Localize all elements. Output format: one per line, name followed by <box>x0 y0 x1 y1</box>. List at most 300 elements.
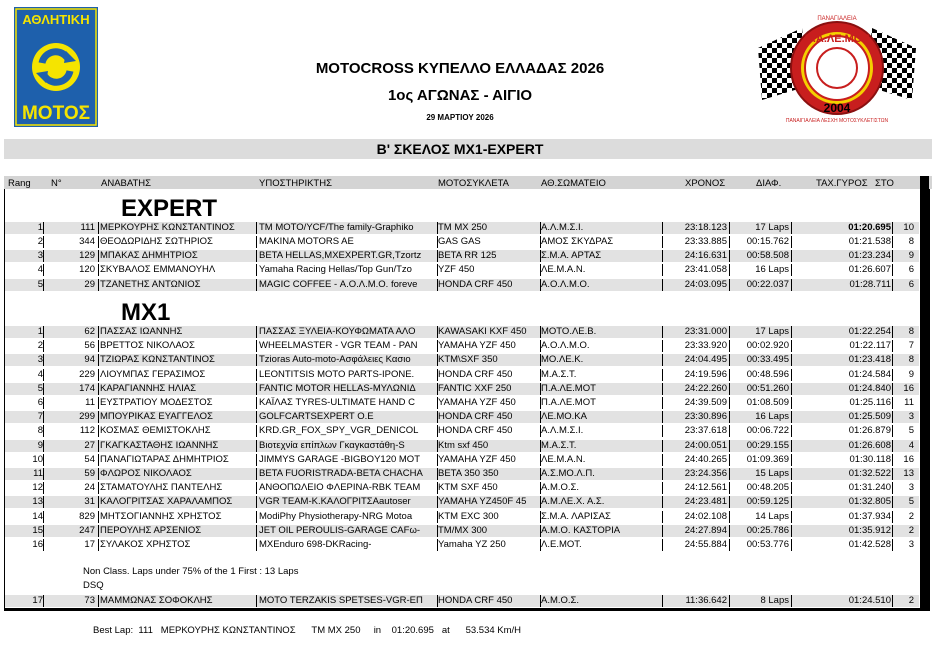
cell-divider <box>437 468 438 480</box>
cell-divider <box>437 454 438 466</box>
cell-club: Α.Μ.Ο.Σ. <box>541 482 580 494</box>
cell-divider <box>43 496 44 508</box>
cell-no: 62 <box>84 326 95 337</box>
cell-divider <box>540 496 541 508</box>
cell-divider <box>437 539 438 551</box>
cell-best: 01:31.240 <box>848 482 891 494</box>
cell-divider <box>892 397 893 409</box>
cell-divider <box>729 454 730 466</box>
cell-divider <box>98 496 99 508</box>
cell-divider <box>98 236 99 248</box>
cell-sponsor: BETA FUORISTRADA-BETA CHACHA <box>259 468 423 479</box>
cell-divider <box>892 454 893 466</box>
cell-time: 24:40.265 <box>684 453 727 465</box>
cell-divider <box>256 454 257 466</box>
cell-rank: 13 <box>32 496 43 508</box>
cell-divider <box>662 440 663 452</box>
cell-divider <box>662 250 663 262</box>
cell-divider <box>256 595 257 607</box>
cell-sponsor: ΑΝΘΟΠΩΛΕΙΟ ΦΛΕΡΙΝΑ-RBK TEAM <box>259 482 421 494</box>
cell-moto: Ktm sxf 450 <box>438 439 489 451</box>
cell-divider <box>437 222 438 234</box>
cell-divider <box>791 425 792 437</box>
table-row <box>5 279 919 291</box>
cell-no: 17 <box>84 539 95 550</box>
cell-moto: KTM EXC 300 <box>438 510 499 522</box>
cell-diff: 00:15.762 <box>746 236 789 247</box>
cell-diff: 00:48.596 <box>746 368 789 380</box>
cell-divider <box>98 595 99 607</box>
col-sponsor: ΥΠΟΣΤΗΡΙΚΤΗΣ <box>259 178 332 189</box>
cell-divider <box>892 496 893 508</box>
cell-divider <box>729 525 730 537</box>
table-row <box>5 595 919 607</box>
cell-divider <box>892 369 893 381</box>
cell-divider <box>256 440 257 452</box>
cell-divider <box>98 425 99 437</box>
cell-divider <box>662 482 663 494</box>
cell-divider <box>43 425 44 437</box>
cell-divider <box>43 326 44 338</box>
cell-best: 01:28.711 <box>849 279 891 290</box>
cell-time: 23:24.356 <box>684 468 727 479</box>
table-row <box>5 539 919 551</box>
cell-no: 344 <box>79 236 95 247</box>
cell-divider <box>98 468 99 480</box>
cell-divider <box>540 340 541 352</box>
cell-divider <box>540 411 541 423</box>
cell-club: Λ.Ε.ΜΟΤ. <box>541 539 582 550</box>
cell-club: ΛΕ.Μ.Α.Ν. <box>541 264 586 275</box>
cell-moto: YAMAHA YZF 450 <box>438 340 516 352</box>
cell-divider <box>43 539 44 551</box>
cell-divider <box>892 340 893 352</box>
cell-divider <box>256 250 257 262</box>
cell-sponsor: MOTO TERZAKIS SPETSES-VGR-ΕΠ <box>259 595 423 606</box>
cell-divider <box>437 496 438 508</box>
cell-divider <box>791 411 792 423</box>
cell-rank: 4 <box>37 368 43 380</box>
cell-sponsor: Βιοτεχνία επίπλων Γκαγκαστάθη-S <box>259 439 405 451</box>
cell-divider <box>437 369 438 381</box>
cell-lap: 9 <box>908 368 914 380</box>
table-row <box>5 222 919 234</box>
cell-best: 01:22.117 <box>849 340 891 352</box>
cell-club: ΜΟ.ΛΕ.Κ. <box>541 354 584 366</box>
cell-best: 01:37.934 <box>848 510 891 522</box>
cell-time: 11:36.642 <box>685 595 727 606</box>
cell-rider: ΘΕΟΔΩΡΙΔΗΣ ΣΩΤΗΡΙΟΣ <box>100 236 213 247</box>
col-club: ΑΘ.ΣΩΜΑΤΕΙΟ <box>541 178 606 189</box>
cell-rank: 7 <box>37 411 43 423</box>
cell-no: 29 <box>84 279 95 290</box>
cell-divider <box>540 511 541 523</box>
cell-divider <box>791 340 792 352</box>
cell-rank: 10 <box>32 453 43 465</box>
cell-divider <box>256 222 257 234</box>
cell-diff: 17 Laps <box>755 326 789 337</box>
cell-sponsor: Tzioras Auto-moto-Ασφάλειες Κασιο <box>259 354 411 366</box>
cell-best: 01:25.509 <box>848 411 891 423</box>
cell-best: 01:32.805 <box>848 496 891 508</box>
cell-divider <box>540 250 541 262</box>
cell-rider: ΣΤΑΜΑΤΟΥΛΗΣ ΠΑΝΤΕΛΗΣ <box>100 482 223 494</box>
cell-divider <box>791 468 792 480</box>
cell-divider <box>662 397 663 409</box>
cell-divider <box>437 525 438 537</box>
cell-sponsor: ΚΑΪΛΑΣ TYRES-ULTIMATE HAND C <box>259 397 415 408</box>
cell-club: ΜΟΤΟ.ΛΕ.Β. <box>541 326 597 337</box>
cell-rider: ΤΖΙΩΡΑΣ ΚΩΝΣΤΑΝΤΙΝΟΣ <box>100 354 215 366</box>
cell-moto: HONDA CRF 450 <box>438 279 513 290</box>
cell-time: 24:23.481 <box>684 496 727 508</box>
section-title-mx1: MX1 <box>121 299 171 326</box>
cell-divider <box>437 397 438 409</box>
cell-divider <box>662 425 663 437</box>
cell-divider <box>892 354 893 366</box>
cell-divider <box>791 369 792 381</box>
cell-best: 01:24.840 <box>848 382 891 394</box>
cell-club: ΛΕ.ΜΟ.ΚΑ <box>541 411 587 423</box>
cell-lap: 9 <box>908 250 914 261</box>
cell-divider <box>256 411 257 423</box>
cell-lap: 2 <box>908 510 914 522</box>
cell-diff: 15 Laps <box>755 468 789 479</box>
logo-right-year: 2004 <box>823 101 851 115</box>
cell-diff: 00:48.205 <box>746 482 789 494</box>
cell-diff: 17 Laps <box>755 222 789 233</box>
cell-rank: 3 <box>37 250 43 261</box>
cell-divider <box>437 411 438 423</box>
cell-divider <box>662 525 663 537</box>
cell-sponsor: WHEELMASTER - VGR TEAM - PAN <box>259 340 418 352</box>
cell-rider: ΚΑΛΟΓΡΙΤΣΑΣ ΧΑΡΑΛΑΜΠΟΣ <box>100 496 233 508</box>
logo-right-center-text: Π.Α.ΛΕ.ΜΟΤ <box>804 33 870 45</box>
cell-divider <box>791 539 792 551</box>
cell-divider <box>892 425 893 437</box>
cell-no: 120 <box>79 264 95 275</box>
cell-divider <box>729 411 730 423</box>
cell-club: ΛΕ.Μ.Α.Ν. <box>541 453 586 465</box>
table-row <box>5 440 919 452</box>
cell-divider <box>98 454 99 466</box>
table-row <box>5 250 919 262</box>
cell-divider <box>43 468 44 480</box>
cell-sponsor: TM MOTO/YCF/The family-Graphiko <box>259 222 414 233</box>
cell-no: 111 <box>80 222 95 233</box>
cell-divider <box>43 222 44 234</box>
cell-rider: ΕΥΣΤΡΑΤΙΟΥ ΜΟΔΕΣΤΟΣ <box>100 397 213 408</box>
cell-rider: ΜΑΜΜΩΝΑΣ ΣΟΦΟΚΛΗΣ <box>100 595 213 606</box>
cell-club: Π.Α.ΛΕ.ΜΟΤ <box>541 397 596 408</box>
cell-divider <box>729 440 730 452</box>
cell-divider <box>540 425 541 437</box>
cell-divider <box>43 250 44 262</box>
cell-divider <box>437 354 438 366</box>
cell-moto: YAMAHA YZ450F 45 <box>438 496 527 508</box>
cell-divider <box>98 222 99 234</box>
cell-divider <box>791 222 792 234</box>
cell-moto: TM/MX 300 <box>438 524 488 536</box>
cell-lap: 2 <box>908 595 914 606</box>
cell-sponsor: MXEnduro 698-DKRacing- <box>259 539 372 550</box>
cell-time: 24:39.509 <box>684 397 727 408</box>
cell-divider <box>98 383 99 395</box>
table-row <box>5 425 919 437</box>
cell-sponsor: VGR TEAM-Κ.ΚΑΛΟΓΡΙΤΣΑautoser <box>259 496 411 508</box>
cell-divider <box>256 468 257 480</box>
cell-divider <box>43 397 44 409</box>
cell-divider <box>892 539 893 551</box>
results-frame-bottom-edge <box>4 608 930 611</box>
cell-rank: 6 <box>37 397 43 408</box>
cell-divider <box>729 468 730 480</box>
cell-divider <box>98 511 99 523</box>
cell-best: 01:26.879 <box>848 425 891 437</box>
cell-divider <box>892 326 893 338</box>
cell-moto: HONDA CRF 450 <box>438 368 513 380</box>
cell-best: 01:26.607 <box>848 264 891 275</box>
cell-club: Α.Λ.Μ.Σ.Ι. <box>541 222 584 233</box>
cell-divider <box>256 264 257 276</box>
table-row <box>5 264 919 276</box>
col-number: N° <box>51 178 62 189</box>
cell-moto: YAMAHA YZF 450 <box>438 453 516 465</box>
cell-club: Π.Α.ΛΕ.ΜΟΤ <box>541 382 596 394</box>
cell-diff: 01:09.369 <box>746 453 789 465</box>
cell-lap: 8 <box>908 326 914 337</box>
cell-rank: 16 <box>32 539 43 550</box>
cell-diff: 00:22.037 <box>746 279 789 290</box>
cell-best: 01:20.695 <box>848 222 891 233</box>
cell-divider <box>662 595 663 607</box>
cell-club: Α.Ο.Λ.Μ.Ο. <box>541 340 590 352</box>
cell-divider <box>540 539 541 551</box>
cell-divider <box>256 326 257 338</box>
cell-moto: KTM\SXF 350 <box>438 354 498 366</box>
cell-club: Α.Μ.Ο. ΚΑΣΤΟΡΙΑ <box>541 524 621 536</box>
cell-divider <box>892 250 893 262</box>
cell-lap: 4 <box>908 439 914 451</box>
table-row <box>5 411 919 423</box>
cell-no: 229 <box>79 368 95 380</box>
cell-lap: 16 <box>903 453 914 465</box>
cell-time: 23:30.896 <box>684 411 727 423</box>
cell-sponsor: KRD.GR_FOX_SPY_VGR_DENICOL <box>259 425 419 437</box>
cell-divider <box>729 425 730 437</box>
cell-club: Α.Ο.Λ.Μ.Ο. <box>541 279 590 290</box>
cell-divider <box>43 279 44 291</box>
cell-diff: 00:25.786 <box>746 524 789 536</box>
cell-divider <box>98 482 99 494</box>
cell-rider: ΓΚΑΓΚΑΣΤΑΘΗΣ ΙΩΑΝΝΗΣ <box>100 439 219 451</box>
table-row <box>5 468 919 480</box>
cell-divider <box>437 482 438 494</box>
cell-divider <box>43 440 44 452</box>
cell-no: 129 <box>79 250 95 261</box>
cell-divider <box>662 222 663 234</box>
cell-divider <box>892 482 893 494</box>
cell-rank: 1 <box>37 222 43 233</box>
cell-diff: 16 Laps <box>755 264 789 275</box>
cell-rider: ΠΑΝΑΓΙΩΤΑΡΑΣ ΔΗΜΗΤΡΙΟΣ <box>100 453 229 465</box>
table-row <box>5 326 919 338</box>
cell-divider <box>43 482 44 494</box>
cell-divider <box>43 264 44 276</box>
cell-divider <box>662 340 663 352</box>
cell-divider <box>43 236 44 248</box>
cell-moto: Yamaha YZ 250 <box>438 539 506 550</box>
table-row <box>5 383 919 395</box>
cell-rank: 5 <box>37 279 43 290</box>
cell-moto: BETA 350 350 <box>438 468 499 479</box>
col-rank: Rang <box>8 178 31 189</box>
cell-diff: 00:51.260 <box>746 382 789 394</box>
cell-divider <box>437 236 438 248</box>
cell-rank: 5 <box>37 382 43 394</box>
cell-divider <box>437 511 438 523</box>
cell-sponsor: MAKINA MOTORS AE <box>259 236 354 247</box>
cell-rank: 11 <box>33 468 43 479</box>
cell-divider <box>729 264 730 276</box>
cell-no: 112 <box>79 425 95 437</box>
cell-sponsor: Yamaha Racing Hellas/Top Gun/Tzo <box>259 264 412 275</box>
cell-divider <box>729 250 730 262</box>
cell-divider <box>437 250 438 262</box>
cell-divider <box>437 326 438 338</box>
cell-diff: 00:06.722 <box>746 425 789 437</box>
cell-divider <box>98 539 99 551</box>
cell-lap: 3 <box>908 411 914 423</box>
cell-divider <box>662 326 663 338</box>
cell-divider <box>662 279 663 291</box>
cell-divider <box>892 511 893 523</box>
cell-divider <box>437 383 438 395</box>
cell-moto: TM MX 250 <box>438 222 488 233</box>
cell-diff: 00:53.776 <box>746 539 789 550</box>
table-row <box>5 236 919 248</box>
cell-divider <box>791 397 792 409</box>
cell-diff: 00:58.508 <box>746 250 789 261</box>
cell-divider <box>662 411 663 423</box>
cell-divider <box>662 383 663 395</box>
cell-divider <box>43 411 44 423</box>
cell-divider <box>256 425 257 437</box>
cell-best: 01:22.254 <box>848 326 891 337</box>
cell-moto: KAWASAKI KXF 450 <box>438 326 527 337</box>
cell-divider <box>43 354 44 366</box>
cell-best: 01:24.584 <box>848 368 891 380</box>
cell-club: Μ.Α.Σ.Τ. <box>541 368 577 380</box>
cell-rank: 15 <box>32 524 43 536</box>
cell-time: 24:55.884 <box>684 539 727 550</box>
cell-divider <box>98 397 99 409</box>
cell-lap: 5 <box>908 496 914 508</box>
cell-rider: ΣΚΥΒΑΛΟΣ ΕΜΜΑΝΟΥΗΛ <box>100 264 216 275</box>
col-diff: ΔΙΑΦ. <box>756 178 782 189</box>
cell-divider <box>43 369 44 381</box>
cell-divider <box>256 340 257 352</box>
table-row <box>5 496 919 508</box>
cell-divider <box>791 383 792 395</box>
cell-rank: 17 <box>32 595 43 606</box>
cell-divider <box>256 279 257 291</box>
cell-divider <box>662 354 663 366</box>
cell-divider <box>43 454 44 466</box>
cell-divider <box>43 525 44 537</box>
cell-lap: 8 <box>908 236 914 247</box>
cell-rider: ΠΑΣΣΑΣ ΙΩΑΝΝΗΣ <box>100 326 183 337</box>
table-row <box>5 525 919 537</box>
event-date: 29 ΜΑΡΤΙΟΥ 2026 <box>426 113 494 122</box>
cell-lap: 7 <box>908 340 914 352</box>
cell-divider <box>791 326 792 338</box>
cell-divider <box>437 340 438 352</box>
cell-divider <box>729 496 730 508</box>
table-row <box>5 454 919 466</box>
cell-no: 56 <box>84 340 95 352</box>
best-lap-summary: Best Lap: 111 ΜΕΡΚΟΥΡΗΣ ΚΩΝΣΤΑΝΤΙΝΟΣ TM MX 250 in 01:20.695 at 53.534 Km/H <box>93 625 522 636</box>
cell-lap: 6 <box>908 264 914 275</box>
logo-right-top-text: ΠΑΝΑΓΙΑΛΕΙΑ <box>817 16 857 22</box>
cell-divider <box>662 369 663 381</box>
cell-sponsor: LEONTITSIS MOTO PARTS-IPONE. <box>259 368 415 380</box>
cell-divider <box>540 440 541 452</box>
cell-divider <box>791 236 792 248</box>
cell-rank: 9 <box>37 439 43 451</box>
cell-divider <box>540 468 541 480</box>
cell-divider <box>729 340 730 352</box>
section-title-expert: EXPERT <box>121 195 218 222</box>
cell-moto: HONDA CRF 450 <box>438 411 513 423</box>
cell-divider <box>791 595 792 607</box>
event-title: MOTOCROSS ΚΥΠΕΛΛΟ ΕΛΛΑΔΑΣ 2026 <box>315 60 605 77</box>
table-row <box>5 369 919 381</box>
cell-divider <box>98 354 99 366</box>
cell-divider <box>540 482 541 494</box>
cell-moto: YZF 450 <box>438 264 475 275</box>
cell-divider <box>791 482 792 494</box>
cell-divider <box>256 383 257 395</box>
cell-divider <box>256 511 257 523</box>
cell-rider: ΜΠΟΥΡΙΚΑΣ ΕΥΑΓΓΕΛΟΣ <box>100 411 213 423</box>
cell-rider: ΤΖΑΝΕΤΗΣ ΑΝΤΩΝΙΟΣ <box>100 279 201 290</box>
cell-divider <box>729 236 730 248</box>
cell-best: 01:26.608 <box>848 439 891 451</box>
cell-divider <box>892 468 893 480</box>
cell-no: 73 <box>84 595 95 606</box>
cell-divider <box>662 236 663 248</box>
cell-divider <box>729 326 730 338</box>
cell-moto: GAS GAS <box>438 236 481 247</box>
cell-divider <box>729 279 730 291</box>
stage-title: Β' ΣΚΕΛΟΣ MX1-EXPERT <box>376 141 544 157</box>
cell-time: 24:22.260 <box>684 382 727 394</box>
cell-divider <box>662 496 663 508</box>
cell-time: 23:41.058 <box>684 264 727 275</box>
cell-time: 23:31.000 <box>684 326 727 337</box>
logo-right-ring-text: ΠΑΝΑΙΓΙΑΛΕΙΑ ΛΕΣΧΗ ΜΟΤΟΣΥΚΛΕΤΙΣΤΩΝ <box>785 118 889 124</box>
cell-lap: 16 <box>903 382 914 394</box>
cell-no: 11 <box>85 397 95 408</box>
cell-divider <box>437 279 438 291</box>
cell-rider: ΜΠΑΚΑΣ ΔΗΜΗΤΡΙΟΣ <box>100 250 198 261</box>
cell-time: 24:16.631 <box>684 250 727 261</box>
cell-divider <box>540 354 541 366</box>
cell-no: 24 <box>84 482 95 494</box>
cell-lap: 11 <box>904 397 914 408</box>
cell-divider <box>892 279 893 291</box>
